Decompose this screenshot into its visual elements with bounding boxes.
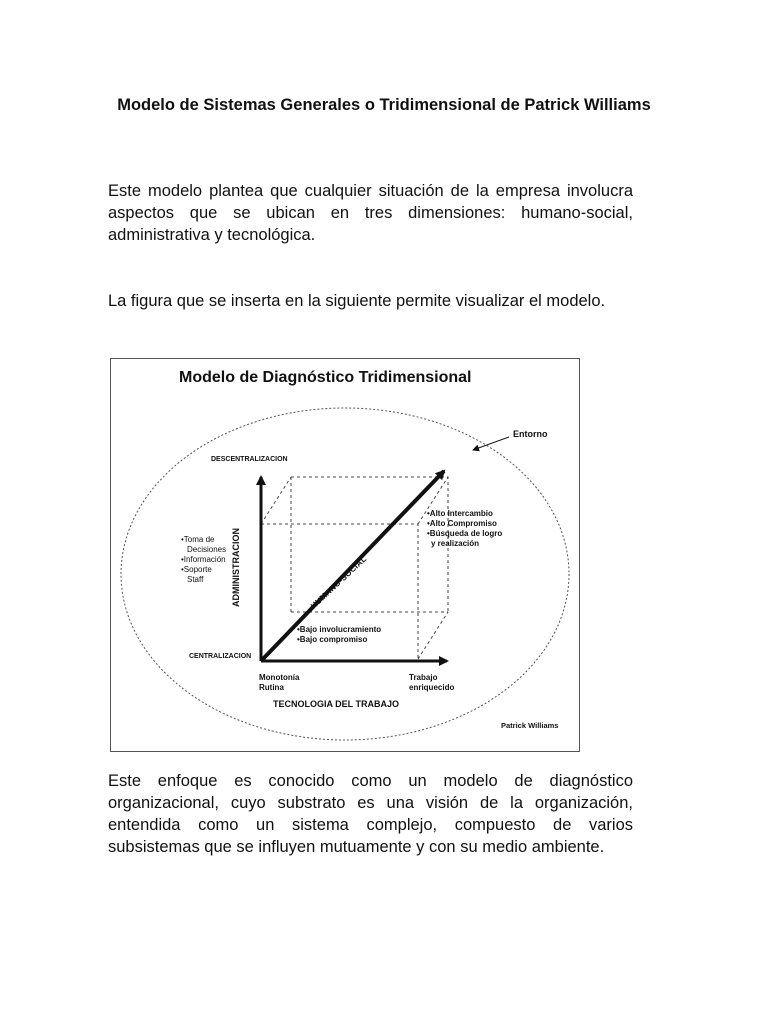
entorno-label: Entorno bbox=[513, 429, 548, 439]
author-credit: Patrick Williams bbox=[501, 721, 559, 730]
paragraph-intro: Este modelo plantea que cualquier situación de la empresa involucra aspectos que se ubican en tres dimensiones: humano-social, administrativa y tecnológica. bbox=[108, 182, 633, 244]
x-right-label bbox=[409, 673, 454, 693]
paragraph-figure-intro: La figura que se inserta en la siguiente permite visualizar el modelo. bbox=[108, 292, 606, 310]
x-left-line: Rutina bbox=[259, 683, 284, 692]
left-item: Staff bbox=[187, 575, 204, 584]
left-item: Decisiones bbox=[187, 545, 227, 554]
left-item: •Información bbox=[181, 555, 226, 564]
diagonal-label: HUMANO-SOCIAL bbox=[309, 554, 369, 611]
high-items-list bbox=[427, 509, 502, 549]
y-axis-title: ADMINISTRACION bbox=[231, 528, 241, 607]
left-items-list bbox=[181, 535, 226, 585]
paragraph-conclusion: Este enfoque es conocido como un modelo de diagnóstico organizacional, cuyo substrato es una visión de la organización, entendida como un sistema complejo, compuesto de varios subsistemas que se influyen mutuamente y con su medio ambiente. bbox=[108, 772, 633, 856]
x-left-line: Monotonía bbox=[259, 673, 300, 682]
high-item: •Alto Compromiso bbox=[427, 519, 497, 528]
x-right-line: Trabajo bbox=[409, 673, 438, 682]
low-items-list bbox=[297, 625, 381, 645]
y-top-label: DESCENTRALIZACION bbox=[211, 456, 288, 463]
x-right-line: enriquecido bbox=[409, 683, 455, 692]
x-left-label bbox=[259, 673, 299, 693]
left-item: •Soporte bbox=[181, 565, 212, 574]
high-item: y realización bbox=[431, 539, 480, 548]
diagnostic-model-figure bbox=[110, 358, 580, 752]
document-title: Modelo de Sistemas Generales o Tridimensional de Patrick Williams bbox=[117, 96, 651, 114]
high-item: •Alto Intercambio bbox=[427, 509, 493, 518]
figure-title: Modelo de Diagnóstico Tridimensional bbox=[179, 369, 472, 386]
low-item: •Bajo involucramiento bbox=[297, 625, 382, 634]
x-axis-title: TECNOLOGIA DEL TRABAJO bbox=[273, 699, 400, 709]
low-item: •Bajo compromiso bbox=[297, 635, 368, 644]
y-bottom-label: CENTRALIZACION bbox=[189, 653, 252, 660]
high-item: •Búsqueda de logro bbox=[427, 529, 503, 538]
left-item: •Toma de bbox=[181, 535, 215, 544]
